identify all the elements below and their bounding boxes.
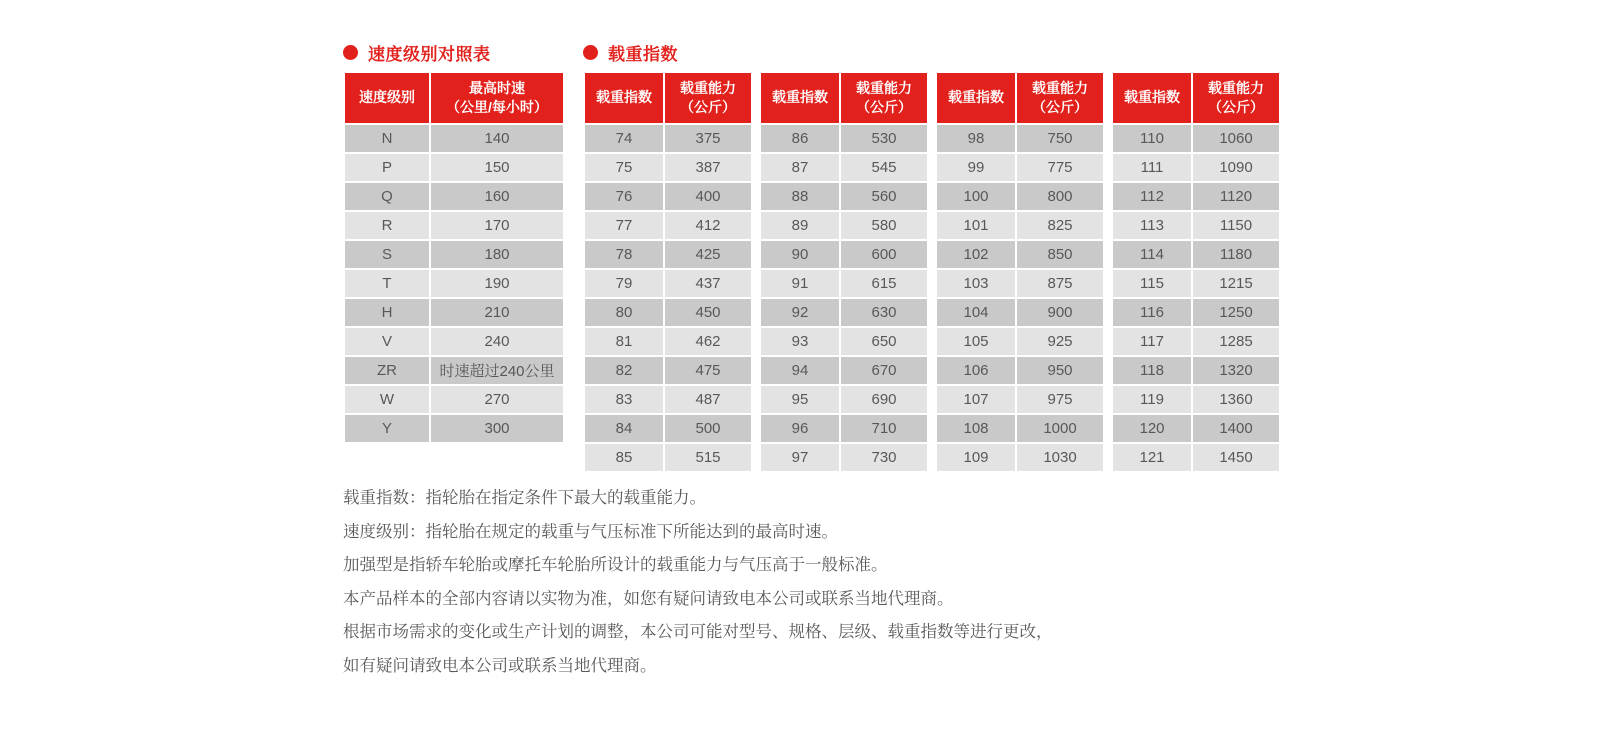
load-index-cell: 120 (1113, 415, 1191, 442)
bullet-icon (583, 45, 598, 60)
load-capacity-cell: 1060 (1193, 125, 1279, 152)
load-capacity-cell: 545 (841, 154, 927, 181)
load-index-cell: 111 (1113, 154, 1191, 181)
column-gap (753, 386, 759, 413)
note-line: 速度级别：指轮胎在规定的载重与气压标准下所能达到的最高时速。 (343, 522, 838, 541)
load-capacity-cell: 475 (665, 357, 751, 384)
load-capacity-cell: 750 (1017, 125, 1103, 152)
load-index-cell: 74 (585, 125, 663, 152)
table-row (585, 357, 1279, 384)
load-capacity-cell: 515 (665, 444, 751, 471)
table-row (345, 328, 563, 355)
column-gap (929, 125, 935, 152)
max-speed-cell: 190 (431, 270, 563, 297)
load-index-cell: 85 (585, 444, 663, 471)
load-table-header-capacity: 载重能力 （公斤） (665, 73, 751, 123)
load-table-header-capacity: 载重能力 （公斤） (1017, 73, 1103, 123)
column-gap (753, 444, 759, 471)
load-index-cell: 94 (761, 357, 839, 384)
speed-rating-cell: S (345, 241, 429, 268)
speed-rating-cell: V (345, 328, 429, 355)
column-gap (753, 183, 759, 210)
load-index-cell: 107 (937, 386, 1015, 413)
max-speed-cell: 160 (431, 183, 563, 210)
load-index-cell: 89 (761, 212, 839, 239)
load-capacity-cell: 560 (841, 183, 927, 210)
load-capacity-cell: 710 (841, 415, 927, 442)
load-table-header-capacity: 载重能力 （公斤） (841, 73, 927, 123)
load-capacity-cell: 825 (1017, 212, 1103, 239)
load-capacity-cell: 375 (665, 125, 751, 152)
load-index-cell: 121 (1113, 444, 1191, 471)
load-capacity-cell: 500 (665, 415, 751, 442)
speed-rating-title-text: 速度级别对照表 (368, 45, 491, 64)
load-table-header-index: 载重指数 (761, 73, 839, 123)
speed-rating-section-title (343, 40, 491, 65)
speed-rating-cell: W (345, 386, 429, 413)
load-table-body (585, 125, 1279, 471)
load-capacity-cell: 462 (665, 328, 751, 355)
table-row (345, 357, 563, 384)
table-row (345, 386, 563, 413)
table-row (585, 270, 1279, 297)
load-index-cell: 79 (585, 270, 663, 297)
column-gap (929, 183, 935, 210)
table-row (345, 154, 563, 181)
load-capacity-cell: 800 (1017, 183, 1103, 210)
notes-block (343, 482, 1443, 683)
load-index-cell: 103 (937, 270, 1015, 297)
column-gap (753, 299, 759, 326)
load-capacity-cell: 1360 (1193, 386, 1279, 413)
load-index-cell: 117 (1113, 328, 1191, 355)
speed-rating-cell: Q (345, 183, 429, 210)
load-index-cell: 102 (937, 241, 1015, 268)
table-row (345, 125, 563, 152)
column-gap (929, 154, 935, 181)
note-line: 本产品样本的全部内容请以实物为准，如您有疑问请致电本公司或联系当地代理商。 (343, 589, 954, 608)
table-header-row (585, 73, 1279, 123)
note-line: 载重指数：指轮胎在指定条件下最大的载重能力。 (343, 489, 706, 507)
load-index-cell: 93 (761, 328, 839, 355)
load-capacity-cell: 1030 (1017, 444, 1103, 471)
column-gap (1105, 299, 1111, 326)
column-gap (1105, 328, 1111, 355)
load-index-cell: 112 (1113, 183, 1191, 210)
max-speed-cell: 300 (431, 415, 563, 442)
max-speed-cell: 时速超过240公里 (431, 357, 563, 384)
speed-rating-cell: T (345, 270, 429, 297)
column-gap (753, 270, 759, 297)
table-row (345, 183, 563, 210)
max-speed-cell: 170 (431, 212, 563, 239)
load-index-cell: 115 (1113, 270, 1191, 297)
table-row (345, 415, 563, 442)
max-speed-cell: 180 (431, 241, 563, 268)
load-capacity-cell: 387 (665, 154, 751, 181)
column-gap (1105, 125, 1111, 152)
max-speed-cell: 150 (431, 154, 563, 181)
load-index-cell: 116 (1113, 299, 1191, 326)
load-index-cell: 99 (937, 154, 1015, 181)
load-table-header-index: 载重指数 (937, 73, 1015, 123)
load-index-cell: 106 (937, 357, 1015, 384)
load-capacity-cell: 730 (841, 444, 927, 471)
column-gap (929, 328, 935, 355)
load-capacity-cell: 875 (1017, 270, 1103, 297)
load-index-cell: 91 (761, 270, 839, 297)
load-index-cell: 87 (761, 154, 839, 181)
speed-table-header-rating: 速度级别 (345, 73, 429, 123)
load-capacity-cell: 600 (841, 241, 927, 268)
load-capacity-cell: 950 (1017, 357, 1103, 384)
load-capacity-cell: 630 (841, 299, 927, 326)
column-gap (1105, 154, 1111, 181)
load-table-header-index: 载重指数 (585, 73, 663, 123)
table-row (585, 386, 1279, 413)
speed-table-body (345, 125, 563, 442)
load-capacity-cell: 450 (665, 299, 751, 326)
load-index-section-title (583, 40, 678, 65)
load-index-cell: 86 (761, 125, 839, 152)
load-index-cell: 84 (585, 415, 663, 442)
load-capacity-cell: 1150 (1193, 212, 1279, 239)
load-index-table (583, 71, 1281, 473)
table-row (345, 270, 563, 297)
load-index-cell: 100 (937, 183, 1015, 210)
load-index-cell: 88 (761, 183, 839, 210)
speed-rating-cell: P (345, 154, 429, 181)
load-index-cell: 110 (1113, 125, 1191, 152)
table-row (585, 415, 1279, 442)
note-line: 加强型是指轿车轮胎或摩托车轮胎所设计的载重能力与气压高于一般标准。 (343, 556, 888, 574)
load-index-cell: 76 (585, 183, 663, 210)
column-gap (753, 328, 759, 355)
load-capacity-cell: 1180 (1193, 241, 1279, 268)
load-index-cell: 96 (761, 415, 839, 442)
load-index-title-text: 载重指数 (608, 45, 678, 64)
column-gap (1105, 386, 1111, 413)
load-capacity-cell: 615 (841, 270, 927, 297)
load-index-cell: 92 (761, 299, 839, 326)
load-capacity-cell: 437 (665, 270, 751, 297)
load-index-cell: 104 (937, 299, 1015, 326)
table-row (585, 154, 1279, 181)
note-line: 如有疑问请致电本公司或联系当地代理商。 (343, 656, 657, 675)
table-header-row (345, 73, 563, 123)
column-gap (1105, 270, 1111, 297)
column-gap (1105, 415, 1111, 442)
table-row (345, 241, 563, 268)
table-row (345, 212, 563, 239)
load-capacity-cell: 975 (1017, 386, 1103, 413)
load-index-cell: 101 (937, 212, 1015, 239)
load-index-cell: 80 (585, 299, 663, 326)
load-index-cell: 118 (1113, 357, 1191, 384)
load-index-cell: 75 (585, 154, 663, 181)
column-gap (753, 125, 759, 152)
load-table-header-capacity: 载重能力 （公斤） (1193, 73, 1279, 123)
table-row (585, 125, 1279, 152)
table-row (585, 212, 1279, 239)
column-gap (929, 357, 935, 384)
load-capacity-cell: 580 (841, 212, 927, 239)
load-capacity-cell: 1285 (1193, 328, 1279, 355)
column-gap (1105, 212, 1111, 239)
load-capacity-cell: 775 (1017, 154, 1103, 181)
column-gap (1105, 357, 1111, 384)
speed-table-header-maxspeed: 最高时速 （公里/每小时） (431, 73, 563, 123)
column-gap (1105, 183, 1111, 210)
column-gap (753, 415, 759, 442)
load-capacity-cell: 412 (665, 212, 751, 239)
column-gap (929, 415, 935, 442)
load-capacity-cell: 1215 (1193, 270, 1279, 297)
load-capacity-cell: 1400 (1193, 415, 1279, 442)
load-index-cell: 119 (1113, 386, 1191, 413)
load-capacity-cell: 900 (1017, 299, 1103, 326)
column-gap (929, 212, 935, 239)
column-gap (929, 241, 935, 268)
column-gap (753, 212, 759, 239)
load-capacity-cell: 670 (841, 357, 927, 384)
column-gap (1105, 73, 1111, 123)
speed-rating-cell: H (345, 299, 429, 326)
load-index-cell: 95 (761, 386, 839, 413)
load-capacity-cell: 850 (1017, 241, 1103, 268)
load-capacity-cell: 1450 (1193, 444, 1279, 471)
max-speed-cell: 240 (431, 328, 563, 355)
column-gap (753, 241, 759, 268)
speed-table-head (345, 73, 563, 123)
column-gap (1105, 241, 1111, 268)
max-speed-cell: 140 (431, 125, 563, 152)
load-capacity-cell: 1090 (1193, 154, 1279, 181)
max-speed-cell: 270 (431, 386, 563, 413)
load-capacity-cell: 1120 (1193, 183, 1279, 210)
speed-rating-cell: R (345, 212, 429, 239)
load-index-cell: 97 (761, 444, 839, 471)
load-capacity-cell: 425 (665, 241, 751, 268)
column-gap (929, 444, 935, 471)
column-gap (929, 270, 935, 297)
load-capacity-cell: 530 (841, 125, 927, 152)
column-gap (929, 73, 935, 123)
table-row (585, 241, 1279, 268)
load-index-cell: 109 (937, 444, 1015, 471)
speed-rating-cell: Y (345, 415, 429, 442)
load-capacity-cell: 400 (665, 183, 751, 210)
bullet-icon (343, 45, 358, 60)
column-gap (1105, 444, 1111, 471)
load-capacity-cell: 650 (841, 328, 927, 355)
speed-rating-cell: ZR (345, 357, 429, 384)
load-index-cell: 105 (937, 328, 1015, 355)
table-row (585, 183, 1279, 210)
column-gap (929, 386, 935, 413)
load-index-cell: 82 (585, 357, 663, 384)
load-capacity-cell: 1000 (1017, 415, 1103, 442)
load-index-cell: 78 (585, 241, 663, 268)
column-gap (753, 154, 759, 181)
load-index-cell: 83 (585, 386, 663, 413)
load-index-cell: 108 (937, 415, 1015, 442)
note-line: 根据市场需求的变化或生产计划的调整，本公司可能对型号、规格、层级、载重指数等进行更改， (343, 623, 1053, 641)
load-table-header-index: 载重指数 (1113, 73, 1191, 123)
load-index-cell: 113 (1113, 212, 1191, 239)
table-row (585, 328, 1279, 355)
table-row (585, 444, 1279, 471)
max-speed-cell: 210 (431, 299, 563, 326)
load-capacity-cell: 925 (1017, 328, 1103, 355)
load-table-head (585, 73, 1279, 123)
load-index-cell: 77 (585, 212, 663, 239)
column-gap (753, 73, 759, 123)
table-row (345, 299, 563, 326)
load-index-cell: 81 (585, 328, 663, 355)
speed-rating-table (343, 71, 565, 444)
column-gap (753, 357, 759, 384)
load-capacity-cell: 690 (841, 386, 927, 413)
load-index-cell: 90 (761, 241, 839, 268)
load-index-cell: 114 (1113, 241, 1191, 268)
speed-rating-cell: N (345, 125, 429, 152)
load-capacity-cell: 1250 (1193, 299, 1279, 326)
load-index-cell: 98 (937, 125, 1015, 152)
column-gap (929, 299, 935, 326)
load-capacity-cell: 487 (665, 386, 751, 413)
table-row (585, 299, 1279, 326)
load-capacity-cell: 1320 (1193, 357, 1279, 384)
